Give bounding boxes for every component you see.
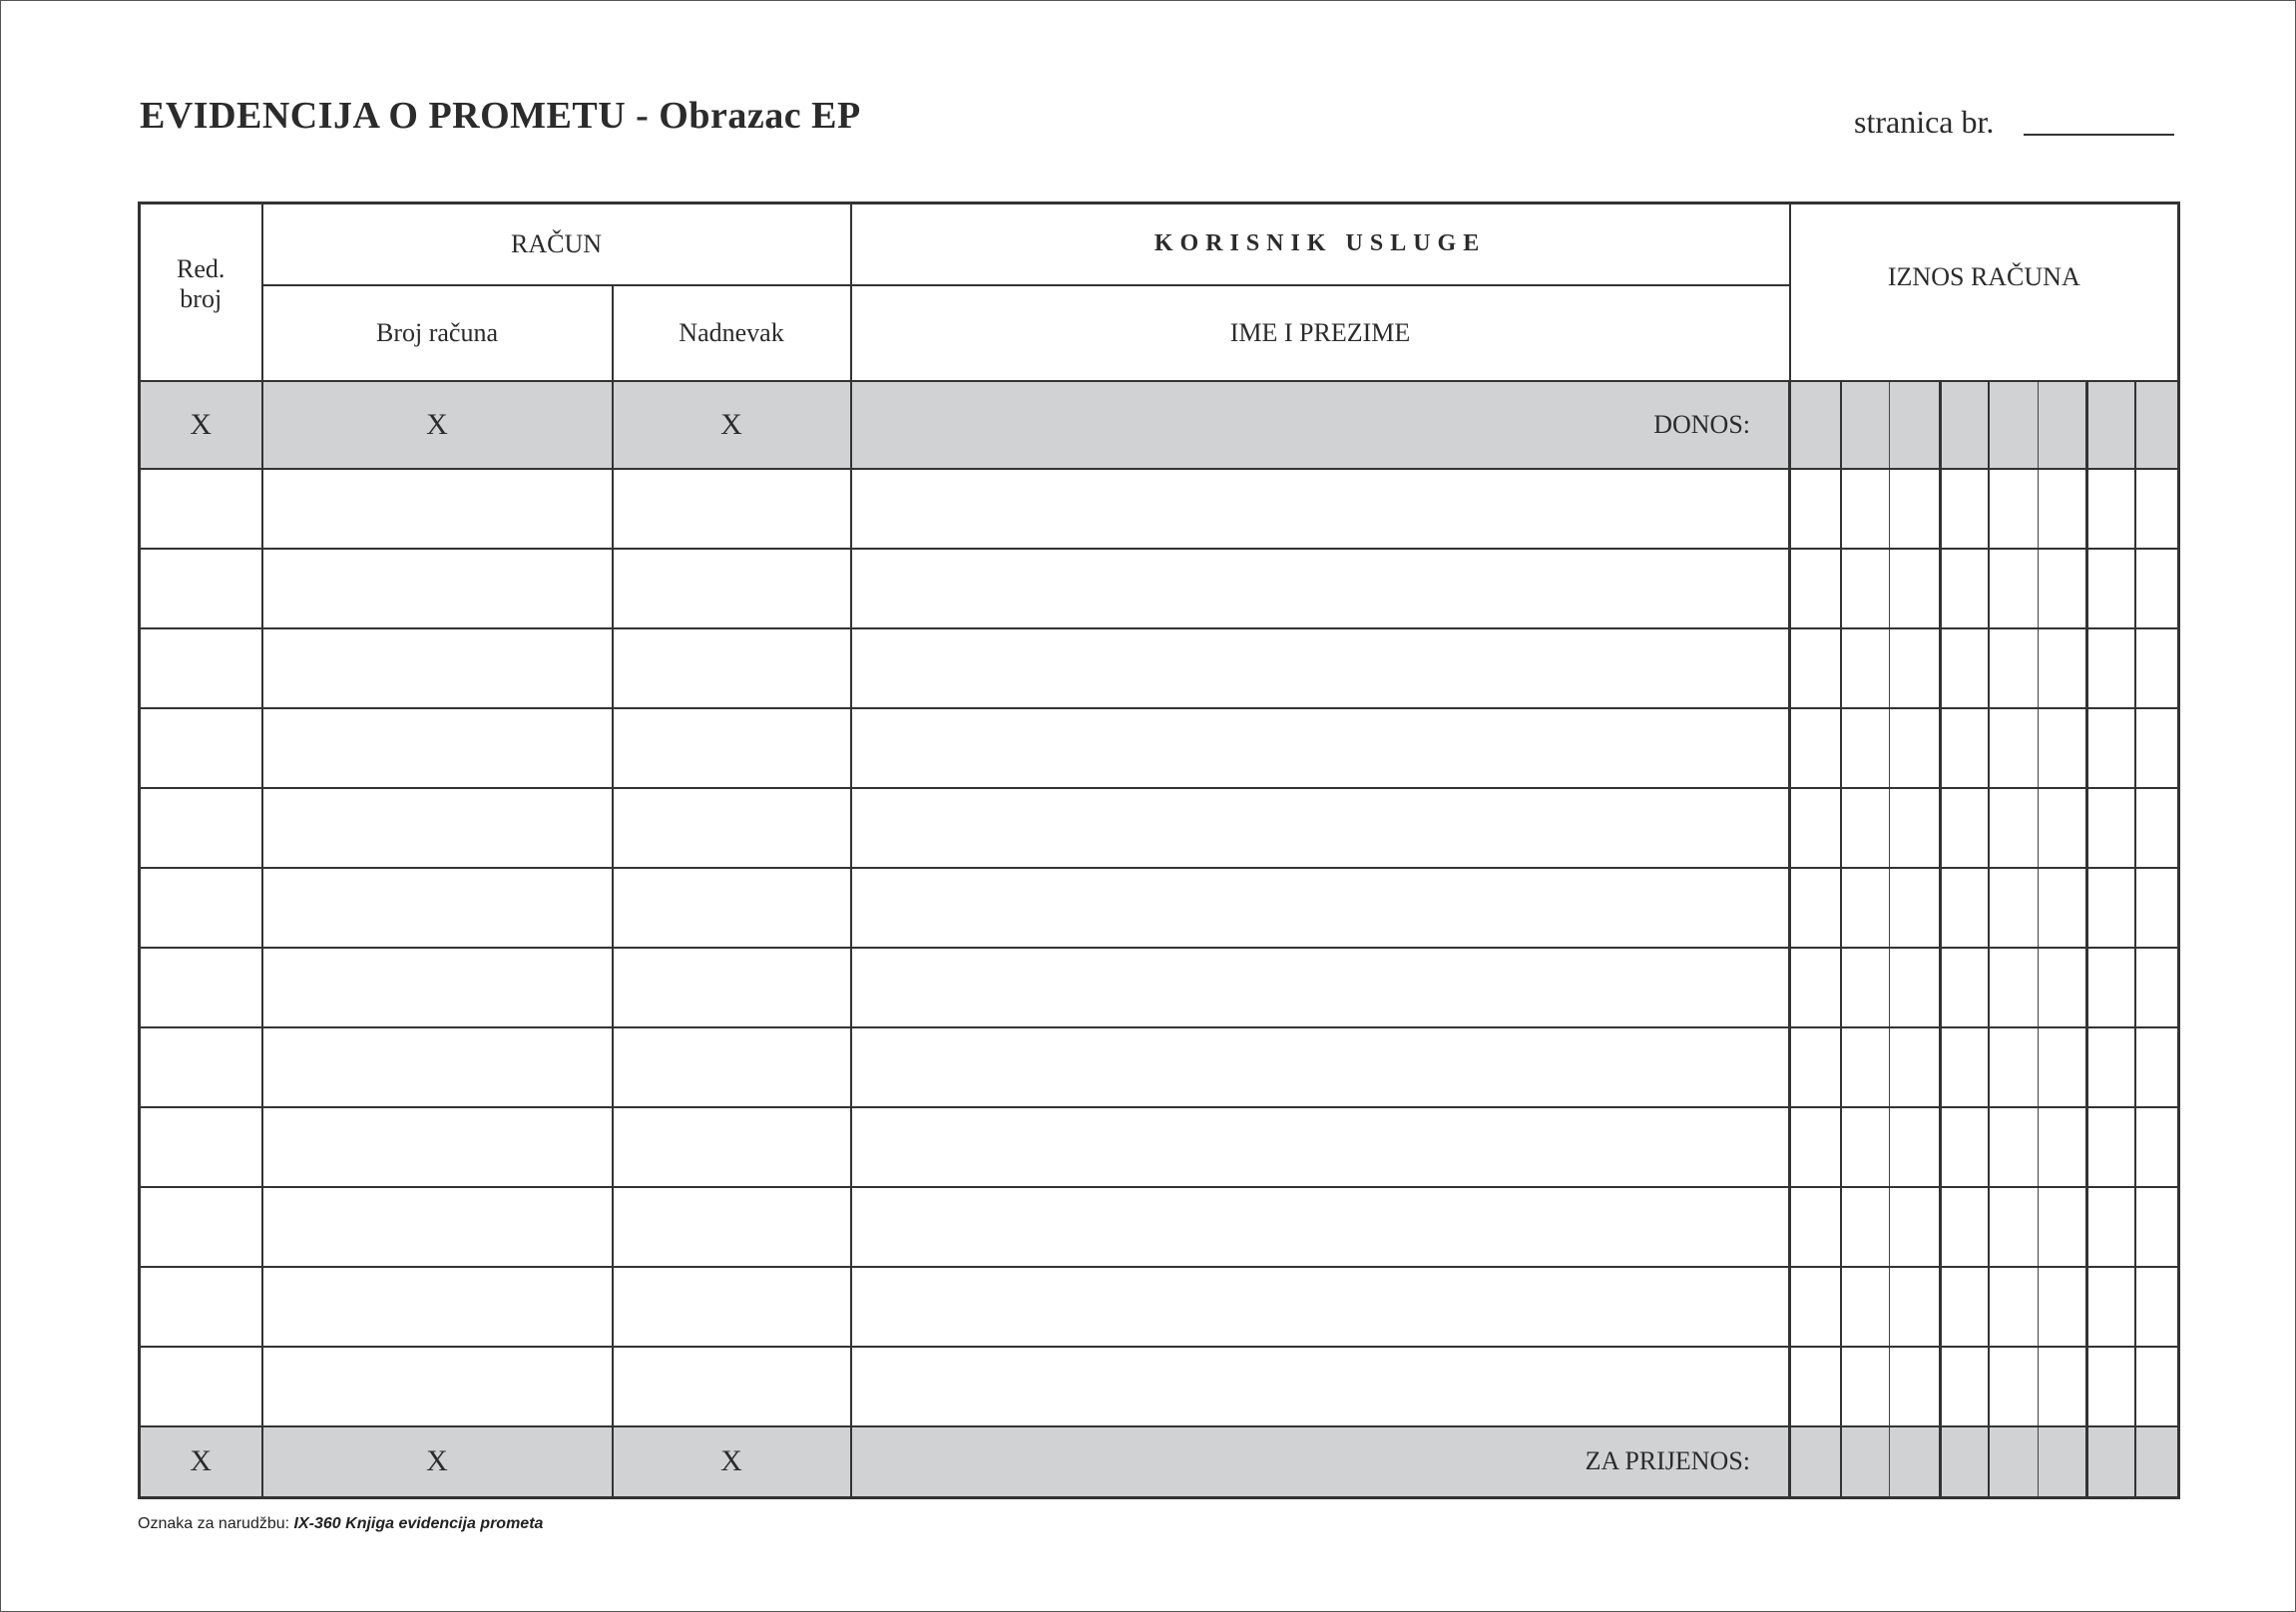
amount-digit-cell[interactable] bbox=[2087, 549, 2135, 628]
x-mark: X bbox=[140, 381, 262, 469]
amount-digit-cell[interactable] bbox=[1941, 549, 1989, 628]
order-code-value: IX-360 Knjiga evidencija prometa bbox=[293, 1515, 544, 1532]
nadnevak-cell[interactable] bbox=[613, 1107, 851, 1187]
amount-digit-cell[interactable] bbox=[2087, 1107, 2135, 1187]
x-mark: X bbox=[613, 381, 851, 469]
header-red-broj-cell bbox=[140, 203, 262, 381]
broj-racuna-cell[interactable] bbox=[262, 948, 613, 1027]
page-number-label: stranica br. bbox=[1854, 104, 1995, 140]
amount-digit-cell[interactable] bbox=[1790, 628, 1841, 708]
ime-prezime-cell[interactable] bbox=[851, 1187, 1790, 1267]
amount-digit-cell[interactable] bbox=[1790, 381, 1841, 469]
broj-racuna-cell[interactable] bbox=[262, 1107, 613, 1187]
amount-digit-cell[interactable] bbox=[2039, 1187, 2087, 1267]
amount-digit-cell[interactable] bbox=[1841, 1187, 1890, 1267]
amount-digit-cell[interactable] bbox=[1841, 1426, 1890, 1498]
amount-digit-cell[interactable] bbox=[2039, 948, 2087, 1027]
red-broj-cell[interactable] bbox=[140, 868, 262, 948]
red-broj-cell[interactable] bbox=[140, 1187, 262, 1267]
table-row bbox=[140, 1027, 2179, 1107]
red-broj-cell[interactable] bbox=[140, 948, 262, 1027]
amount-digit-cell[interactable] bbox=[2039, 381, 2087, 469]
amount-digit-cell[interactable] bbox=[2087, 1426, 2135, 1498]
amount-digit-cell[interactable] bbox=[1989, 788, 2039, 868]
amount-digit-cell[interactable] bbox=[1890, 1027, 1941, 1107]
nadnevak-cell[interactable] bbox=[613, 868, 851, 948]
amount-digit-cell[interactable] bbox=[2087, 628, 2135, 708]
amount-digit-cell[interactable] bbox=[1989, 381, 2039, 469]
ime-prezime-cell[interactable] bbox=[851, 1107, 1790, 1187]
amount-digit-cell[interactable] bbox=[1890, 1187, 1941, 1267]
broj-racuna-cell[interactable] bbox=[262, 708, 613, 788]
amount-digit-cell[interactable] bbox=[2135, 788, 2179, 868]
amount-digit-cell[interactable] bbox=[2039, 549, 2087, 628]
table-row bbox=[140, 549, 2179, 628]
header-broj-racuna: Broj računa bbox=[262, 285, 613, 381]
red-broj-cell[interactable] bbox=[140, 1347, 262, 1426]
donos-row bbox=[140, 381, 2179, 469]
x-mark: X bbox=[262, 1426, 613, 1498]
header-ime-prezime: IME I PREZIME bbox=[851, 285, 1790, 381]
amount-digit-cell[interactable] bbox=[2135, 628, 2179, 708]
x-mark: X bbox=[140, 1426, 262, 1498]
amount-digit-cell[interactable] bbox=[1941, 469, 1989, 549]
amount-digit-cell[interactable] bbox=[2135, 1107, 2179, 1187]
amount-digit-cell[interactable] bbox=[2135, 549, 2179, 628]
header-iznos-racuna: IZNOS RAČUNA bbox=[1790, 203, 2179, 381]
amount-digit-cell[interactable] bbox=[1890, 1267, 1941, 1347]
ime-prezime-cell[interactable] bbox=[851, 948, 1790, 1027]
amount-digit-cell[interactable] bbox=[2039, 868, 2087, 948]
ime-prezime-cell[interactable] bbox=[851, 469, 1790, 549]
amount-digit-cell[interactable] bbox=[1941, 868, 1989, 948]
amount-digit-cell[interactable] bbox=[1941, 381, 1989, 469]
amount-digit-cell[interactable] bbox=[1790, 469, 1841, 549]
nadnevak-cell[interactable] bbox=[613, 1347, 851, 1426]
amount-digit-cell[interactable] bbox=[1841, 469, 1890, 549]
amount-digit-cell[interactable] bbox=[1890, 788, 1941, 868]
amount-digit-cell[interactable] bbox=[1989, 1187, 2039, 1267]
amount-digit-cell[interactable] bbox=[1790, 1347, 1841, 1426]
amount-digit-cell[interactable] bbox=[2039, 788, 2087, 868]
table-row bbox=[140, 628, 2179, 708]
amount-digit-cell[interactable] bbox=[2039, 708, 2087, 788]
amount-digit-cell[interactable] bbox=[1890, 708, 1941, 788]
header-nadnevak: Nadnevak bbox=[613, 285, 851, 381]
broj-racuna-cell[interactable] bbox=[262, 549, 613, 628]
ime-prezime-cell[interactable] bbox=[851, 708, 1790, 788]
amount-digit-cell[interactable] bbox=[2087, 469, 2135, 549]
table-row bbox=[140, 1187, 2179, 1267]
amount-digit-cell[interactable] bbox=[1841, 1267, 1890, 1347]
amount-digit-cell[interactable] bbox=[1941, 708, 1989, 788]
amount-digit-cell[interactable] bbox=[2087, 708, 2135, 788]
nadnevak-cell[interactable] bbox=[613, 1027, 851, 1107]
amount-digit-cell[interactable] bbox=[1989, 628, 2039, 708]
red-broj-cell[interactable] bbox=[140, 549, 262, 628]
amount-digit-cell[interactable] bbox=[1890, 1107, 1941, 1187]
nadnevak-cell[interactable] bbox=[613, 708, 851, 788]
amount-digit-cell[interactable] bbox=[2039, 628, 2087, 708]
nadnevak-cell[interactable] bbox=[613, 1267, 851, 1347]
amount-digit-cell[interactable] bbox=[2087, 381, 2135, 469]
donos-row-label: DONOS: bbox=[851, 381, 1790, 469]
header-racun: RAČUN bbox=[262, 203, 851, 285]
broj-racuna-cell[interactable] bbox=[262, 788, 613, 868]
broj-racuna-cell[interactable] bbox=[262, 868, 613, 948]
broj-racuna-cell[interactable] bbox=[262, 1267, 613, 1347]
amount-digit-cell[interactable] bbox=[1989, 549, 2039, 628]
table-row bbox=[140, 1267, 2179, 1347]
amount-digit-cell[interactable] bbox=[1941, 1426, 1989, 1498]
order-code-label: Oznaka za narudžbu: bbox=[138, 1515, 290, 1532]
amount-digit-cell[interactable] bbox=[2135, 1347, 2179, 1426]
amount-digit-cell[interactable] bbox=[1790, 948, 1841, 1027]
amount-digit-cell[interactable] bbox=[1941, 1187, 1989, 1267]
page-number-field[interactable] bbox=[2024, 134, 2174, 136]
amount-digit-cell[interactable] bbox=[2087, 788, 2135, 868]
amount-digit-cell[interactable] bbox=[2087, 1027, 2135, 1107]
broj-racuna-cell[interactable] bbox=[262, 1027, 613, 1107]
amount-digit-cell[interactable] bbox=[1989, 868, 2039, 948]
amount-digit-cell[interactable] bbox=[1790, 1107, 1841, 1187]
amount-digit-cell[interactable] bbox=[2087, 948, 2135, 1027]
table-row bbox=[140, 708, 2179, 788]
amount-digit-cell[interactable] bbox=[2039, 1347, 2087, 1426]
ime-prezime-cell[interactable] bbox=[851, 628, 1790, 708]
broj-racuna-cell[interactable] bbox=[262, 1187, 613, 1267]
amount-digit-cell[interactable] bbox=[1989, 708, 2039, 788]
amount-digit-cell[interactable] bbox=[1941, 1027, 1989, 1107]
header-korisnik-usluge: KORISNIK USLUGE bbox=[851, 203, 1790, 285]
amount-digit-cell[interactable] bbox=[1890, 948, 1941, 1027]
amount-digit-cell[interactable] bbox=[1989, 469, 2039, 549]
ime-prezime-cell[interactable] bbox=[851, 1027, 1790, 1107]
amount-digit-cell[interactable] bbox=[2039, 469, 2087, 549]
amount-digit-cell[interactable] bbox=[1790, 788, 1841, 868]
amount-digit-cell[interactable] bbox=[2039, 1267, 2087, 1347]
amount-digit-cell[interactable] bbox=[1841, 1027, 1890, 1107]
table-row bbox=[140, 788, 2179, 868]
amount-digit-cell[interactable] bbox=[2039, 1426, 2087, 1498]
amount-digit-cell[interactable] bbox=[2135, 1027, 2179, 1107]
amount-digit-cell[interactable] bbox=[2135, 708, 2179, 788]
ime-prezime-cell[interactable] bbox=[851, 549, 1790, 628]
amount-digit-cell[interactable] bbox=[2087, 1267, 2135, 1347]
ime-prezime-cell[interactable] bbox=[851, 1347, 1790, 1426]
amount-digit-cell[interactable] bbox=[1890, 469, 1941, 549]
amount-digit-cell[interactable] bbox=[1989, 948, 2039, 1027]
amount-digit-cell[interactable] bbox=[1841, 948, 1890, 1027]
amount-digit-cell[interactable] bbox=[2135, 469, 2179, 549]
amount-digit-cell[interactable] bbox=[1890, 549, 1941, 628]
amount-digit-cell[interactable] bbox=[2039, 1107, 2087, 1187]
amount-digit-cell[interactable] bbox=[1941, 628, 1989, 708]
amount-digit-cell[interactable] bbox=[2087, 1187, 2135, 1267]
red-broj-cell[interactable] bbox=[140, 1107, 262, 1187]
amount-digit-cell[interactable] bbox=[1941, 948, 1989, 1027]
red-broj-cell[interactable] bbox=[140, 628, 262, 708]
amount-digit-cell[interactable] bbox=[1890, 381, 1941, 469]
amount-digit-cell[interactable] bbox=[1989, 1107, 2039, 1187]
broj-racuna-cell[interactable] bbox=[262, 1347, 613, 1426]
table-row bbox=[140, 1107, 2179, 1187]
amount-digit-cell[interactable] bbox=[2135, 868, 2179, 948]
amount-digit-cell[interactable] bbox=[1790, 549, 1841, 628]
amount-digit-cell[interactable] bbox=[1890, 1347, 1941, 1426]
amount-digit-cell[interactable] bbox=[1841, 1347, 1890, 1426]
amount-digit-cell[interactable] bbox=[2039, 1027, 2087, 1107]
table-row bbox=[140, 868, 2179, 948]
amount-digit-cell[interactable] bbox=[2087, 1347, 2135, 1426]
x-mark: X bbox=[262, 381, 613, 469]
nadnevak-cell[interactable] bbox=[613, 549, 851, 628]
amount-digit-cell[interactable] bbox=[1841, 628, 1890, 708]
red-broj-cell[interactable] bbox=[140, 1027, 262, 1107]
red-broj-cell[interactable] bbox=[140, 708, 262, 788]
amount-digit-cell[interactable] bbox=[1941, 788, 1989, 868]
za-prijenos-row-label: ZA PRIJENOS: bbox=[851, 1426, 1790, 1498]
nadnevak-cell[interactable] bbox=[613, 788, 851, 868]
amount-digit-cell[interactable] bbox=[1790, 868, 1841, 948]
amount-digit-cell[interactable] bbox=[2087, 868, 2135, 948]
amount-digit-cell[interactable] bbox=[1941, 1107, 1989, 1187]
nadnevak-cell[interactable] bbox=[613, 1187, 851, 1267]
red-broj-cell[interactable] bbox=[140, 1267, 262, 1347]
amount-digit-cell[interactable] bbox=[1941, 1347, 1989, 1426]
za-prijenos-row bbox=[140, 1426, 2179, 1498]
table-row bbox=[140, 1347, 2179, 1426]
amount-digit-cell[interactable] bbox=[1841, 1107, 1890, 1187]
amount-digit-cell[interactable] bbox=[1890, 628, 1941, 708]
amount-digit-cell[interactable] bbox=[1790, 1267, 1841, 1347]
red-broj-cell[interactable] bbox=[140, 469, 262, 549]
form-title: EVIDENCIJA O PROMETU - Obrazac EP bbox=[140, 95, 861, 137]
table-row bbox=[140, 948, 2179, 1027]
amount-digit-cell[interactable] bbox=[2135, 1267, 2179, 1347]
amount-digit-cell[interactable] bbox=[1841, 868, 1890, 948]
nadnevak-cell[interactable] bbox=[613, 948, 851, 1027]
table-row bbox=[140, 469, 2179, 549]
amount-digit-cell[interactable] bbox=[1941, 1267, 1989, 1347]
header-red-broj: Red. broj bbox=[177, 254, 226, 313]
amount-digit-cell[interactable] bbox=[1841, 788, 1890, 868]
nadnevak-cell[interactable] bbox=[613, 628, 851, 708]
ime-prezime-cell[interactable] bbox=[851, 788, 1790, 868]
amount-digit-cell[interactable] bbox=[1841, 381, 1890, 469]
red-broj-cell[interactable] bbox=[140, 788, 262, 868]
x-mark: X bbox=[613, 1426, 851, 1498]
ime-prezime-cell[interactable] bbox=[851, 868, 1790, 948]
amount-digit-cell[interactable] bbox=[1790, 708, 1841, 788]
amount-digit-cell[interactable] bbox=[1790, 1027, 1841, 1107]
amount-digit-cell[interactable] bbox=[1890, 868, 1941, 948]
amount-digit-cell[interactable] bbox=[2135, 1426, 2179, 1498]
amount-digit-cell[interactable] bbox=[1989, 1426, 2039, 1498]
turnover-table bbox=[138, 202, 2180, 1499]
nadnevak-cell[interactable] bbox=[613, 469, 851, 549]
order-code bbox=[138, 1515, 543, 1533]
amount-digit-cell[interactable] bbox=[1890, 1426, 1941, 1498]
amount-digit-cell[interactable] bbox=[1790, 1187, 1841, 1267]
broj-racuna-cell[interactable] bbox=[262, 628, 613, 708]
ime-prezime-cell[interactable] bbox=[851, 1267, 1790, 1347]
amount-digit-cell[interactable] bbox=[1989, 1347, 2039, 1426]
amount-digit-cell[interactable] bbox=[1989, 1027, 2039, 1107]
amount-digit-cell[interactable] bbox=[2135, 1187, 2179, 1267]
amount-digit-cell[interactable] bbox=[1790, 1426, 1841, 1498]
amount-digit-cell[interactable] bbox=[1841, 708, 1890, 788]
broj-racuna-cell[interactable] bbox=[262, 469, 613, 549]
amount-digit-cell[interactable] bbox=[2135, 381, 2179, 469]
amount-digit-cell[interactable] bbox=[1989, 1267, 2039, 1347]
amount-digit-cell[interactable] bbox=[2135, 948, 2179, 1027]
amount-digit-cell[interactable] bbox=[1841, 549, 1890, 628]
